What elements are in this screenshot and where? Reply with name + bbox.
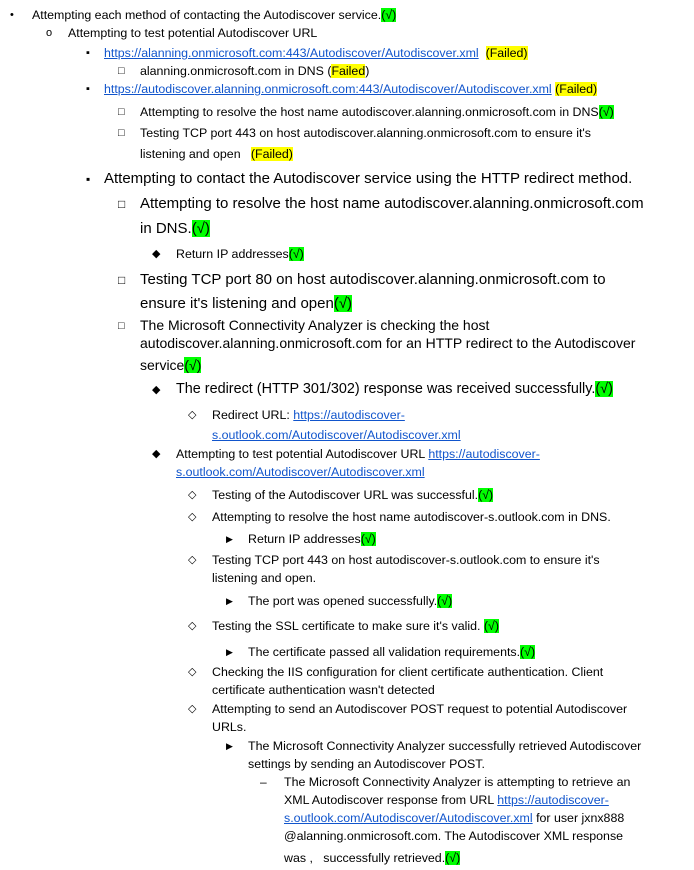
status-ok: (√) xyxy=(288,247,304,261)
status-ok: (√) xyxy=(595,381,613,397)
list-item-continuation xyxy=(176,463,425,481)
status-ok: (√) xyxy=(520,645,536,659)
status-ok: (√) xyxy=(483,619,499,633)
list-item xyxy=(32,6,396,24)
item-text: listening and open. xyxy=(212,571,317,585)
open-square-bullet: □ xyxy=(118,65,125,77)
autodiscover-url-link[interactable]: https://alanning.onmicrosoft.com:443/Autodiscover/Autodiscover.xml xyxy=(104,46,479,60)
open-square-bullet: □ xyxy=(118,127,125,139)
diamond-bullet: ◆ xyxy=(152,248,161,260)
circle-bullet: o xyxy=(46,27,53,39)
item-text: @alanning.onmicrosoft.com. The Autodiscover XML response xyxy=(284,829,624,843)
list-item xyxy=(212,551,600,569)
square-bullet: ▪ xyxy=(86,47,90,59)
list-item xyxy=(176,445,540,463)
list-item xyxy=(140,193,644,215)
list-item-continuation xyxy=(212,681,435,699)
autodiscover-response-link[interactable]: https://autodiscover- xyxy=(497,793,609,807)
list-item xyxy=(104,80,597,98)
item-text: Attempting to resolve the host name autodiscover-s.outlook.com in DNS. xyxy=(212,510,611,524)
item-text: The Microsoft Connectivity Analyzer is attempting to retrieve an xyxy=(284,775,631,789)
list-item xyxy=(176,245,304,263)
list-item xyxy=(140,103,614,121)
item-text: ensure it's listening and open xyxy=(140,295,334,312)
item-text: Testing TCP port 80 on host autodiscover.alanning.onmicrosoft.com to xyxy=(140,271,606,288)
item-text: for user jxnx888 xyxy=(532,811,625,825)
list-item-continuation xyxy=(248,755,485,773)
item-text: alanning.onmicrosoft.com in DNS xyxy=(140,64,324,78)
open-diamond-bullet: ◇ xyxy=(188,511,197,523)
list-item xyxy=(248,737,641,755)
autodiscover-response-link[interactable]: s.outlook.com/Autodiscover/Autodiscover.xml xyxy=(284,811,533,825)
item-text: The Microsoft Connectivity Analyzer is checking the host xyxy=(140,317,490,333)
list-item xyxy=(248,643,535,661)
item-text: Return IP addresses xyxy=(248,532,361,546)
list-item xyxy=(212,508,611,526)
open-square-bullet: □ xyxy=(118,197,126,211)
list-item-continuation xyxy=(140,218,210,240)
item-text: Attempting to test potential Autodiscover URL xyxy=(68,26,318,40)
item-text: Redirect URL: xyxy=(212,408,294,422)
item-text: Testing TCP port 443 on host autodiscover.alanning.onmicrosoft.com to ensure it's xyxy=(140,126,591,140)
square-bullet: ▪ xyxy=(86,172,91,186)
triangle-bullet: ▶ xyxy=(226,647,233,657)
list-item-continuation xyxy=(140,145,293,163)
open-square-bullet: □ xyxy=(118,273,126,287)
status-ok: (√) xyxy=(478,488,494,502)
list-item xyxy=(212,617,499,635)
status-ok: (√) xyxy=(360,532,376,546)
list-item xyxy=(212,406,405,424)
open-diamond-bullet: ◇ xyxy=(188,489,197,501)
list-item-continuation xyxy=(284,827,623,845)
list-item xyxy=(212,700,627,718)
item-text: service xyxy=(140,357,185,373)
list-item: alanning.onmicrosoft.com in DNS (Failed) xyxy=(140,64,370,78)
item-text: The certificate passed all validation requirements. xyxy=(248,645,521,659)
list-item xyxy=(284,773,630,791)
list-item xyxy=(68,24,317,42)
status-ok: (√) xyxy=(333,295,353,312)
redirect-url-link[interactable]: s.outlook.com/Autodiscover/Autodiscover.xml xyxy=(212,428,461,442)
triangle-bullet: ▶ xyxy=(226,741,233,751)
list-item-continuation xyxy=(140,293,352,315)
item-text: certificate authentication wasn't detected xyxy=(212,683,435,697)
autodiscover-url-link[interactable]: s.outlook.com/Autodiscover/Autodiscover.xml xyxy=(176,465,425,479)
list-item-continuation xyxy=(212,426,461,444)
list-item xyxy=(248,592,452,610)
item-text: Attempting to test potential Autodiscover URL xyxy=(176,447,429,461)
open-diamond-bullet: ◇ xyxy=(188,703,197,715)
open-diamond-bullet: ◇ xyxy=(188,620,197,632)
list-item-continuation xyxy=(284,791,609,809)
open-square-bullet: □ xyxy=(118,320,125,332)
item-text: Testing TCP port 443 on host autodiscover-s.outlook.com to ensure it's xyxy=(212,553,600,567)
item-text: XML Autodiscover response from URL xyxy=(284,793,498,807)
item-text: listening and open xyxy=(140,147,241,161)
status-failed: (Failed) xyxy=(485,46,528,60)
item-text: Attempting to resolve the host name autodiscover.alanning.onmicrosoft.com in DNS xyxy=(140,105,599,119)
list-item-continuation xyxy=(284,809,624,827)
item-text: autodiscover.alanning.onmicrosoft.com for an HTTP redirect to the Autodiscover xyxy=(140,335,636,351)
item-text: Testing of the Autodiscover URL was successful. xyxy=(212,488,479,502)
status-failed: (Failed) xyxy=(250,147,293,161)
item-text: Attempting to send an Autodiscover POST request to potential Autodiscover xyxy=(212,702,628,716)
item-text: Attempting to contact the Autodiscover service using the HTTP redirect method. xyxy=(104,170,633,187)
open-diamond-bullet: ◇ xyxy=(188,554,197,566)
disc-bullet: • xyxy=(10,9,14,21)
list-item xyxy=(212,663,603,681)
open-square-bullet: □ xyxy=(118,106,125,118)
status-ok: (√) xyxy=(445,851,461,865)
item-text: Attempting each method of contacting the Autodiscover service. xyxy=(32,8,382,22)
item-text: Testing the SSL certificate to make sure it's valid. xyxy=(212,619,481,633)
list-item xyxy=(104,44,528,62)
item-text: Attempting to resolve the host name autodiscover.alanning.onmicrosoft.com xyxy=(140,195,644,212)
open-diamond-bullet: ◇ xyxy=(188,666,197,678)
item-text: was , successfully retrieved. xyxy=(284,851,446,865)
open-diamond-bullet: ◇ xyxy=(188,409,197,421)
list-item-continuation xyxy=(212,569,316,587)
diamond-bullet: ◆ xyxy=(152,384,161,396)
list-item-continuation xyxy=(140,334,635,352)
item-text: URLs. xyxy=(212,720,247,734)
list-item xyxy=(176,380,613,398)
status-ok: (√) xyxy=(184,357,202,373)
list-item-continuation xyxy=(140,356,201,374)
item-text: The port was opened successfully. xyxy=(248,594,438,608)
item-text: Checking the IIS configuration for client certificate authentication. Client xyxy=(212,665,604,679)
autodiscover-url-link[interactable]: https://autodiscover- xyxy=(428,447,540,461)
status-ok: (√) xyxy=(437,594,453,608)
autodiscover-url-link[interactable]: https://autodiscover.alanning.onmicrosoft.com:443/Autodiscover/Autodiscover.xml xyxy=(104,82,552,96)
list-item xyxy=(104,168,632,190)
redirect-url-link[interactable]: https://autodiscover- xyxy=(293,408,405,422)
dash-bullet: – xyxy=(260,775,267,789)
square-bullet: ▪ xyxy=(86,83,90,95)
item-text: settings by sending an Autodiscover POST. xyxy=(248,757,485,771)
status-ok: (√) xyxy=(598,105,614,119)
item-text: The redirect (HTTP 301/302) response was received successfully. xyxy=(176,381,596,397)
status-failed: (Failed) xyxy=(555,82,598,96)
list-item-continuation xyxy=(284,849,460,867)
status-failed: Failed xyxy=(331,64,366,78)
list-item xyxy=(140,316,489,334)
item-text: Return IP addresses xyxy=(176,247,289,261)
list-item xyxy=(140,124,591,142)
diamond-bullet: ◆ xyxy=(152,448,161,460)
status-ok: (√) xyxy=(381,8,397,22)
item-text: in DNS. xyxy=(140,220,192,237)
status-ok: (√) xyxy=(191,220,210,237)
item-text: The Microsoft Connectivity Analyzer successfully retrieved Autodiscover xyxy=(248,739,642,753)
list-item xyxy=(212,486,493,504)
list-item-continuation xyxy=(212,718,246,736)
list-item xyxy=(248,530,376,548)
triangle-bullet: ▶ xyxy=(226,534,233,544)
list-item xyxy=(140,269,606,291)
triangle-bullet: ▶ xyxy=(226,596,233,606)
